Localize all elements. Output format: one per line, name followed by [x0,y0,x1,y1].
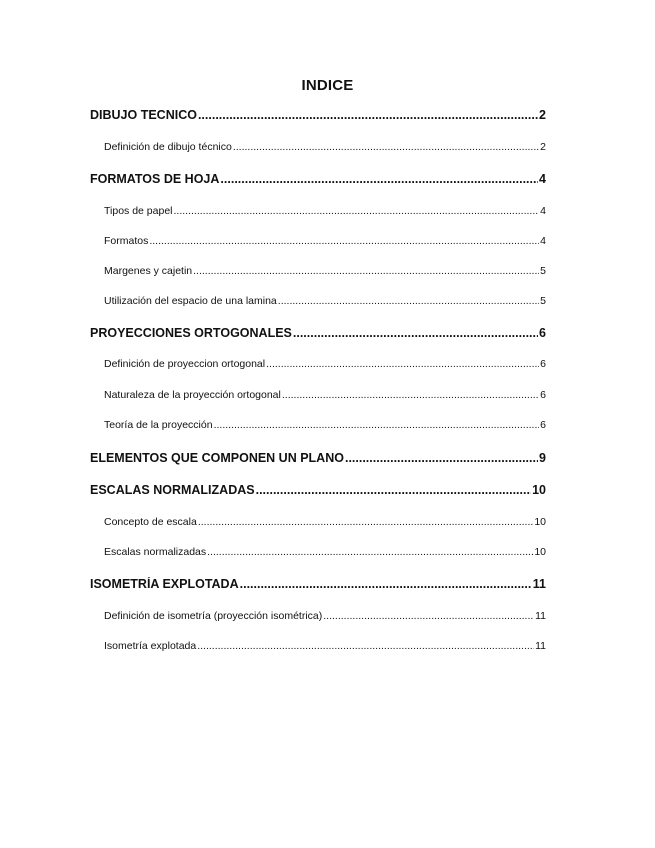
toc-page-number: 10 [532,483,546,497]
toc-subsection-entry[interactable] [104,389,546,401]
toc-subsection-entry[interactable] [104,358,546,370]
toc-dot-leader [345,451,538,465]
toc-dot-leader [198,516,533,528]
toc-page-number: 2 [539,108,546,122]
toc-dot-leader [293,326,538,340]
toc-entry-title: FORMATOS DE HOJA [90,172,220,186]
toc-page-number: 10 [534,516,546,528]
toc-section-entry[interactable] [90,577,546,591]
toc-subsection-entry[interactable] [104,235,546,247]
toc-page-number: 6 [539,326,546,340]
toc-page-number: 11 [535,640,546,652]
toc-entry-title: Naturaleza de la proyección ortogonal [104,389,281,401]
toc-dot-leader [266,358,539,370]
toc-entry-title: ELEMENTOS QUE COMPONEN UN PLANO [90,451,344,465]
toc-page-number: 6 [540,389,546,401]
toc-dot-leader [149,235,539,247]
toc-entry-title: ISOMETRÍA EXPLOTADA [90,577,239,591]
toc-subsection-entry[interactable] [104,141,546,153]
toc-section-entry[interactable] [90,451,546,465]
toc-page-number: 4 [540,205,546,217]
toc-page-number: 11 [532,577,546,591]
toc-dot-leader [207,546,533,558]
toc-section-entry[interactable] [90,326,546,340]
toc-entry-title: Definición de proyeccion ortogonal [104,358,266,370]
toc-entry-title: Margenes y cajetin [104,265,193,277]
toc-page-number: 11 [535,610,546,622]
toc-entry-title: Isometría explotada [104,640,197,652]
toc-entry-title: Formatos [104,235,149,247]
toc-page-number: 4 [539,172,546,186]
toc-entry-title: Utilización del espacio de una lamina [104,295,277,307]
toc-subsection-entry[interactable] [104,265,546,277]
toc-subsection-entry[interactable] [104,640,546,652]
toc-entry-title: Definición de dibujo técnico [104,141,232,153]
toc-dot-leader [240,577,532,591]
toc-dot-leader [278,295,539,307]
toc-dot-leader [323,610,534,622]
toc-entry-title: Tipos de papel [104,205,173,217]
toc-section-entry[interactable] [90,172,546,186]
toc-dot-leader [197,640,534,652]
toc-page-number: 2 [540,141,546,153]
toc-dot-leader [198,108,538,122]
toc-subsection-entry[interactable] [104,205,546,217]
toc-dot-leader [214,419,540,431]
toc-entry-title: Teoría de la proyección [104,419,213,431]
toc-page-number: 5 [540,265,546,277]
toc-subsection-entry[interactable] [104,516,546,528]
toc-entry-title: ESCALAS NORMALIZADAS [90,483,255,497]
page-title: INDICE [301,77,354,94]
toc-page-number: 6 [540,358,546,370]
toc-dot-leader [282,389,539,401]
toc-page-number: 10 [534,546,546,558]
toc-dot-leader [233,141,539,153]
toc-section-entry[interactable] [90,483,546,497]
toc-entry-title: Concepto de escala [104,516,197,528]
toc-entry-title: Definición de isometría (proyección isométrica) [104,610,323,622]
toc-section-entry[interactable] [90,108,546,122]
toc-entry-title: DIBUJO TECNICO [90,108,197,122]
toc-dot-leader [193,265,539,277]
toc-entry-title: PROYECCIONES ORTOGONALES [90,326,292,340]
toc-dot-leader [174,205,540,217]
toc-page-number: 6 [540,419,546,431]
toc-entry-title: Escalas normalizadas [104,546,207,558]
toc-subsection-entry[interactable] [104,295,546,307]
toc-subsection-entry[interactable] [104,546,546,558]
toc-page-number: 4 [540,235,546,247]
toc-subsection-entry[interactable] [104,419,546,431]
toc-page-number: 5 [540,295,546,307]
toc-subsection-entry[interactable] [104,610,546,622]
toc-dot-leader [256,483,532,497]
toc-page-number: 9 [539,451,546,465]
toc-dot-leader [220,172,538,186]
